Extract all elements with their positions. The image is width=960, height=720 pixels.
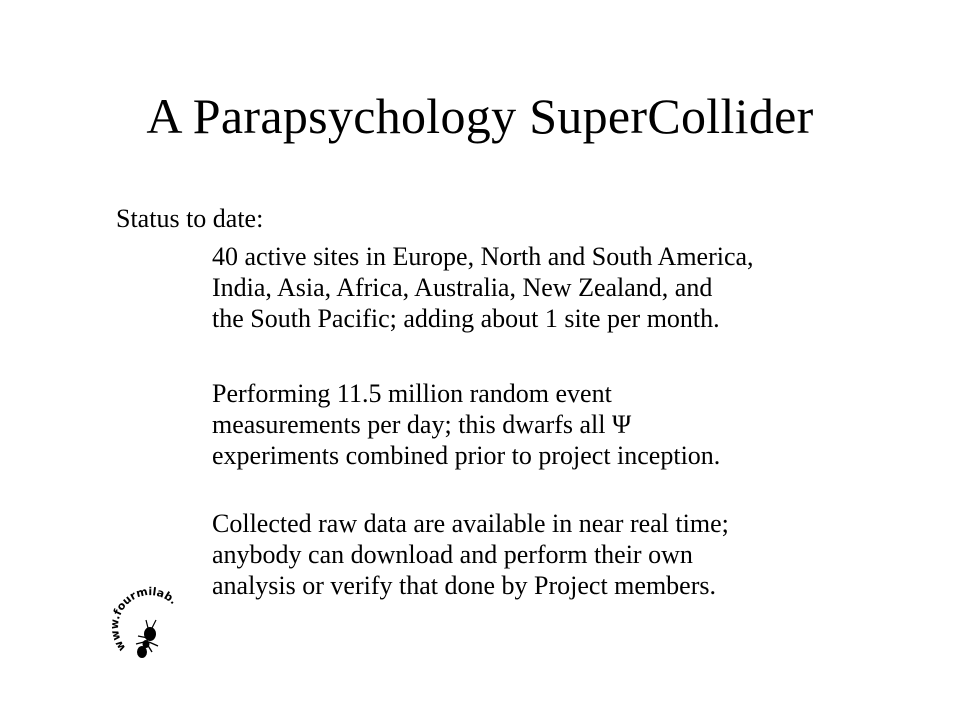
paragraph-line: anybody can download and perform their own bbox=[212, 540, 693, 569]
status-label: Status to date: bbox=[116, 204, 264, 233]
paragraph-raw-data bbox=[212, 508, 912, 601]
paragraph-line: analysis or verify that done by Project members. bbox=[212, 571, 716, 600]
paragraph-line: India, Asia, Africa, Australia, New Zealand, and bbox=[212, 273, 713, 302]
paragraph-line: experiments combined prior to project inception. bbox=[212, 441, 721, 470]
paragraph-line: 40 active sites in Europe, North and South America, bbox=[212, 242, 754, 271]
paragraph-line: Collected raw data are available in near real time; bbox=[212, 509, 729, 538]
logo-graphic bbox=[112, 586, 192, 666]
slide-title: A Parapsychology SuperCollider bbox=[146, 88, 814, 144]
logo-text-path: w fourmilab. bbox=[112, 586, 180, 654]
paragraph-measurements bbox=[212, 378, 912, 471]
paragraph-line: measurements per day; this dwarfs all Ψ bbox=[212, 410, 632, 439]
ant-icon bbox=[136, 620, 158, 658]
fourmilab-logo bbox=[112, 586, 192, 666]
paragraph-line: Performing 11.5 million random event bbox=[212, 379, 612, 408]
paragraph-sites bbox=[212, 241, 912, 334]
paragraph-line: the South Pacific; adding about 1 site per month. bbox=[212, 304, 720, 333]
